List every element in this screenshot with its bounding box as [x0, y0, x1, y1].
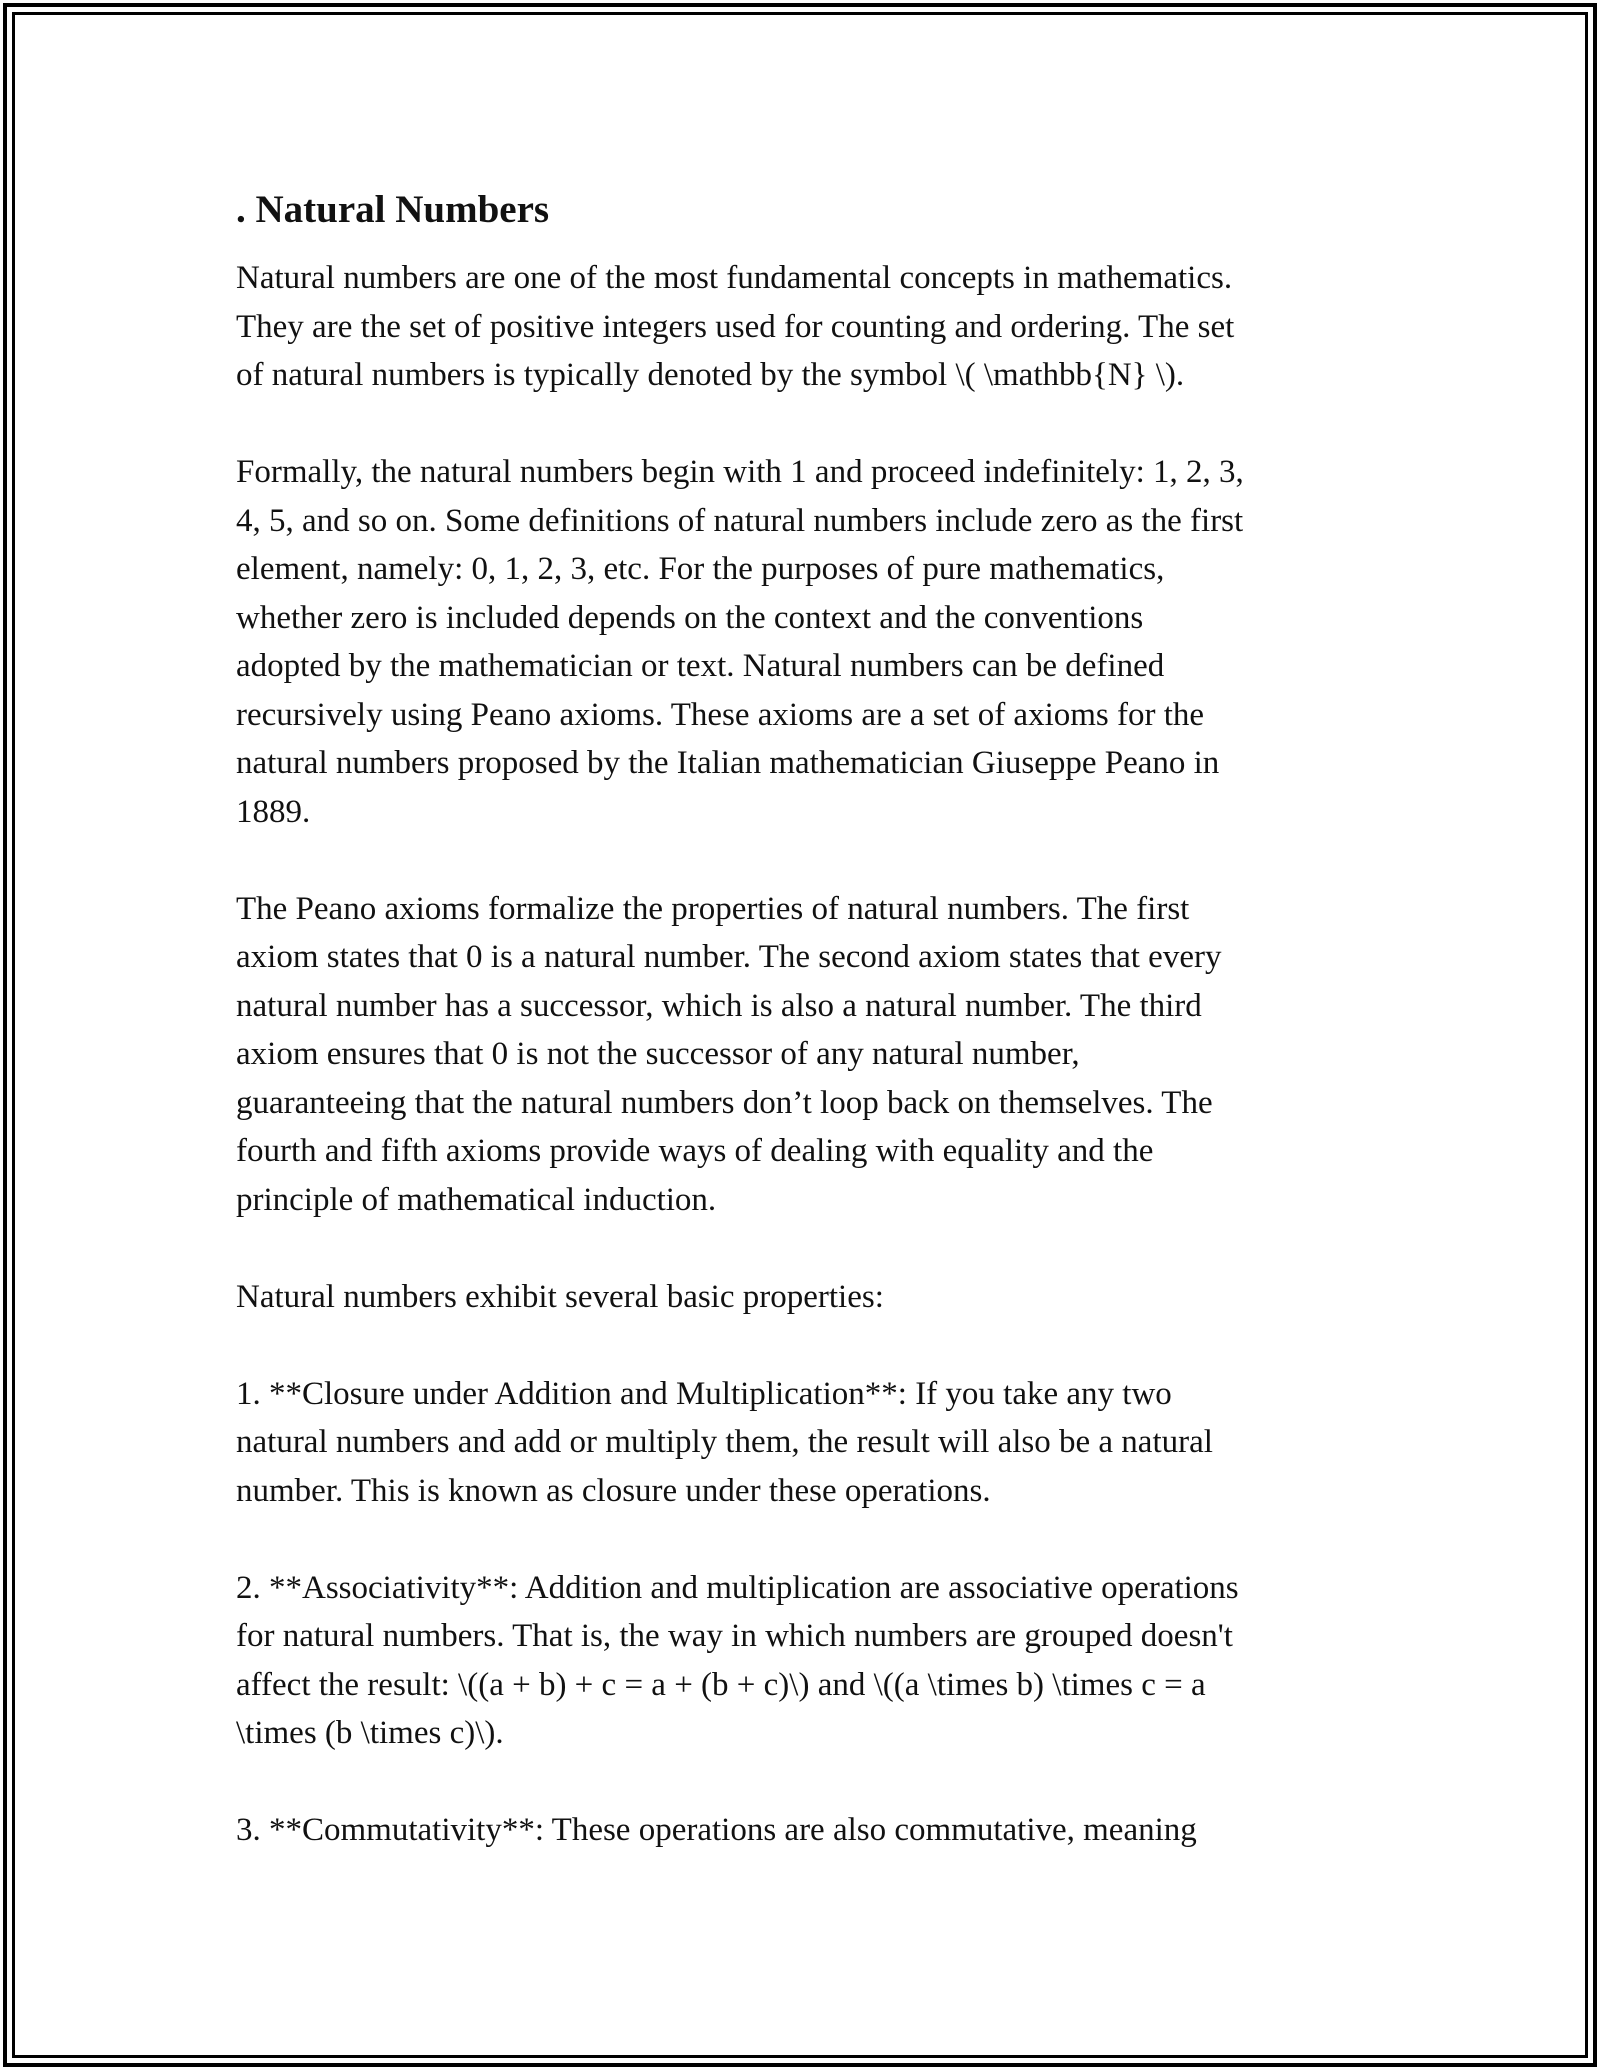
text-line: adopted by the mathematician or text. Natural numbers can be defined — [236, 648, 1165, 684]
text-line: fourth and fifth axioms provide ways of dealing with equality and the — [236, 1133, 1154, 1169]
list-item-commutativity — [236, 1806, 1366, 1855]
text-line: 4, 5, and so on. Some definitions of natural numbers include zero as the first — [236, 502, 1244, 539]
text-line: whether zero is included depends on the context and the conventions — [236, 599, 1144, 636]
text-line: 2. **Associativity**: Addition and multiplication are associative operations — [236, 1569, 1239, 1606]
list-item-associativity — [236, 1564, 1366, 1758]
text-line: natural numbers proposed by the Italian mathematician Giuseppe Peano in — [236, 745, 1220, 781]
text-line: Natural numbers exhibit several basic properties: — [236, 1278, 884, 1315]
text-line: axiom states that 0 is a natural number. The second axiom states that every — [236, 939, 1222, 975]
text-line: \times (b \times c)\). — [236, 1715, 504, 1751]
text-line: The Peano axioms formalize the properties of natural numbers. The first — [236, 890, 1190, 927]
section-title: . Natural Numbers — [236, 188, 550, 231]
text-line: axiom ensures that 0 is not the successor of any natural number, — [236, 1036, 1080, 1072]
text-line: Formally, the natural numbers begin with 1 and proceed indefinitely: 1, 2, 3, — [236, 454, 1244, 490]
text-line: 3. **Commutativity**: These operations are also commutative, meaning — [236, 1812, 1197, 1848]
text-line: affect the result: \((a + b) + c = a + (b + c)\) and \((a \times b) \times c = a — [236, 1666, 1206, 1703]
document-body — [236, 186, 1366, 1903]
text-line: recursively using Peano axioms. These axioms are a set of axioms for the — [236, 696, 1205, 733]
text-line: 1889. — [236, 793, 311, 830]
text-line: for natural numbers. That is, the way in which numbers are grouped doesn't — [236, 1618, 1233, 1654]
text-line: natural number has a successor, which is also a natural number. The third — [236, 987, 1202, 1024]
text-line: guaranteeing that the natural numbers don’t loop back on themselves. The — [236, 1084, 1213, 1121]
text-line: 1. **Closure under Addition and Multiplication**: If you take any two — [236, 1375, 1172, 1412]
paragraph-peano-axioms — [236, 885, 1366, 1225]
text-line: element, namely: 0, 1, 2, 3, etc. For the purposes of pure mathematics, — [236, 551, 1165, 587]
text-line: number. This is known as closure under these operations. — [236, 1472, 991, 1509]
paragraph-properties-intro — [236, 1273, 1366, 1322]
text-line: They are the set of positive integers used for counting and ordering. The set — [236, 308, 1235, 345]
text-line: of natural numbers is typically denoted by the symbol \( \mathbb{N} \). — [236, 357, 1185, 393]
paragraph-formal-definition — [236, 448, 1366, 836]
text-line: principle of mathematical induction. — [236, 1181, 717, 1218]
text-line: Natural numbers are one of the most fundamental concepts in mathematics. — [236, 260, 1233, 296]
paragraph-intro — [236, 254, 1366, 400]
text-line: natural numbers and add or multiply them, the result will also be a natural — [236, 1424, 1213, 1460]
list-item-closure — [236, 1370, 1366, 1516]
